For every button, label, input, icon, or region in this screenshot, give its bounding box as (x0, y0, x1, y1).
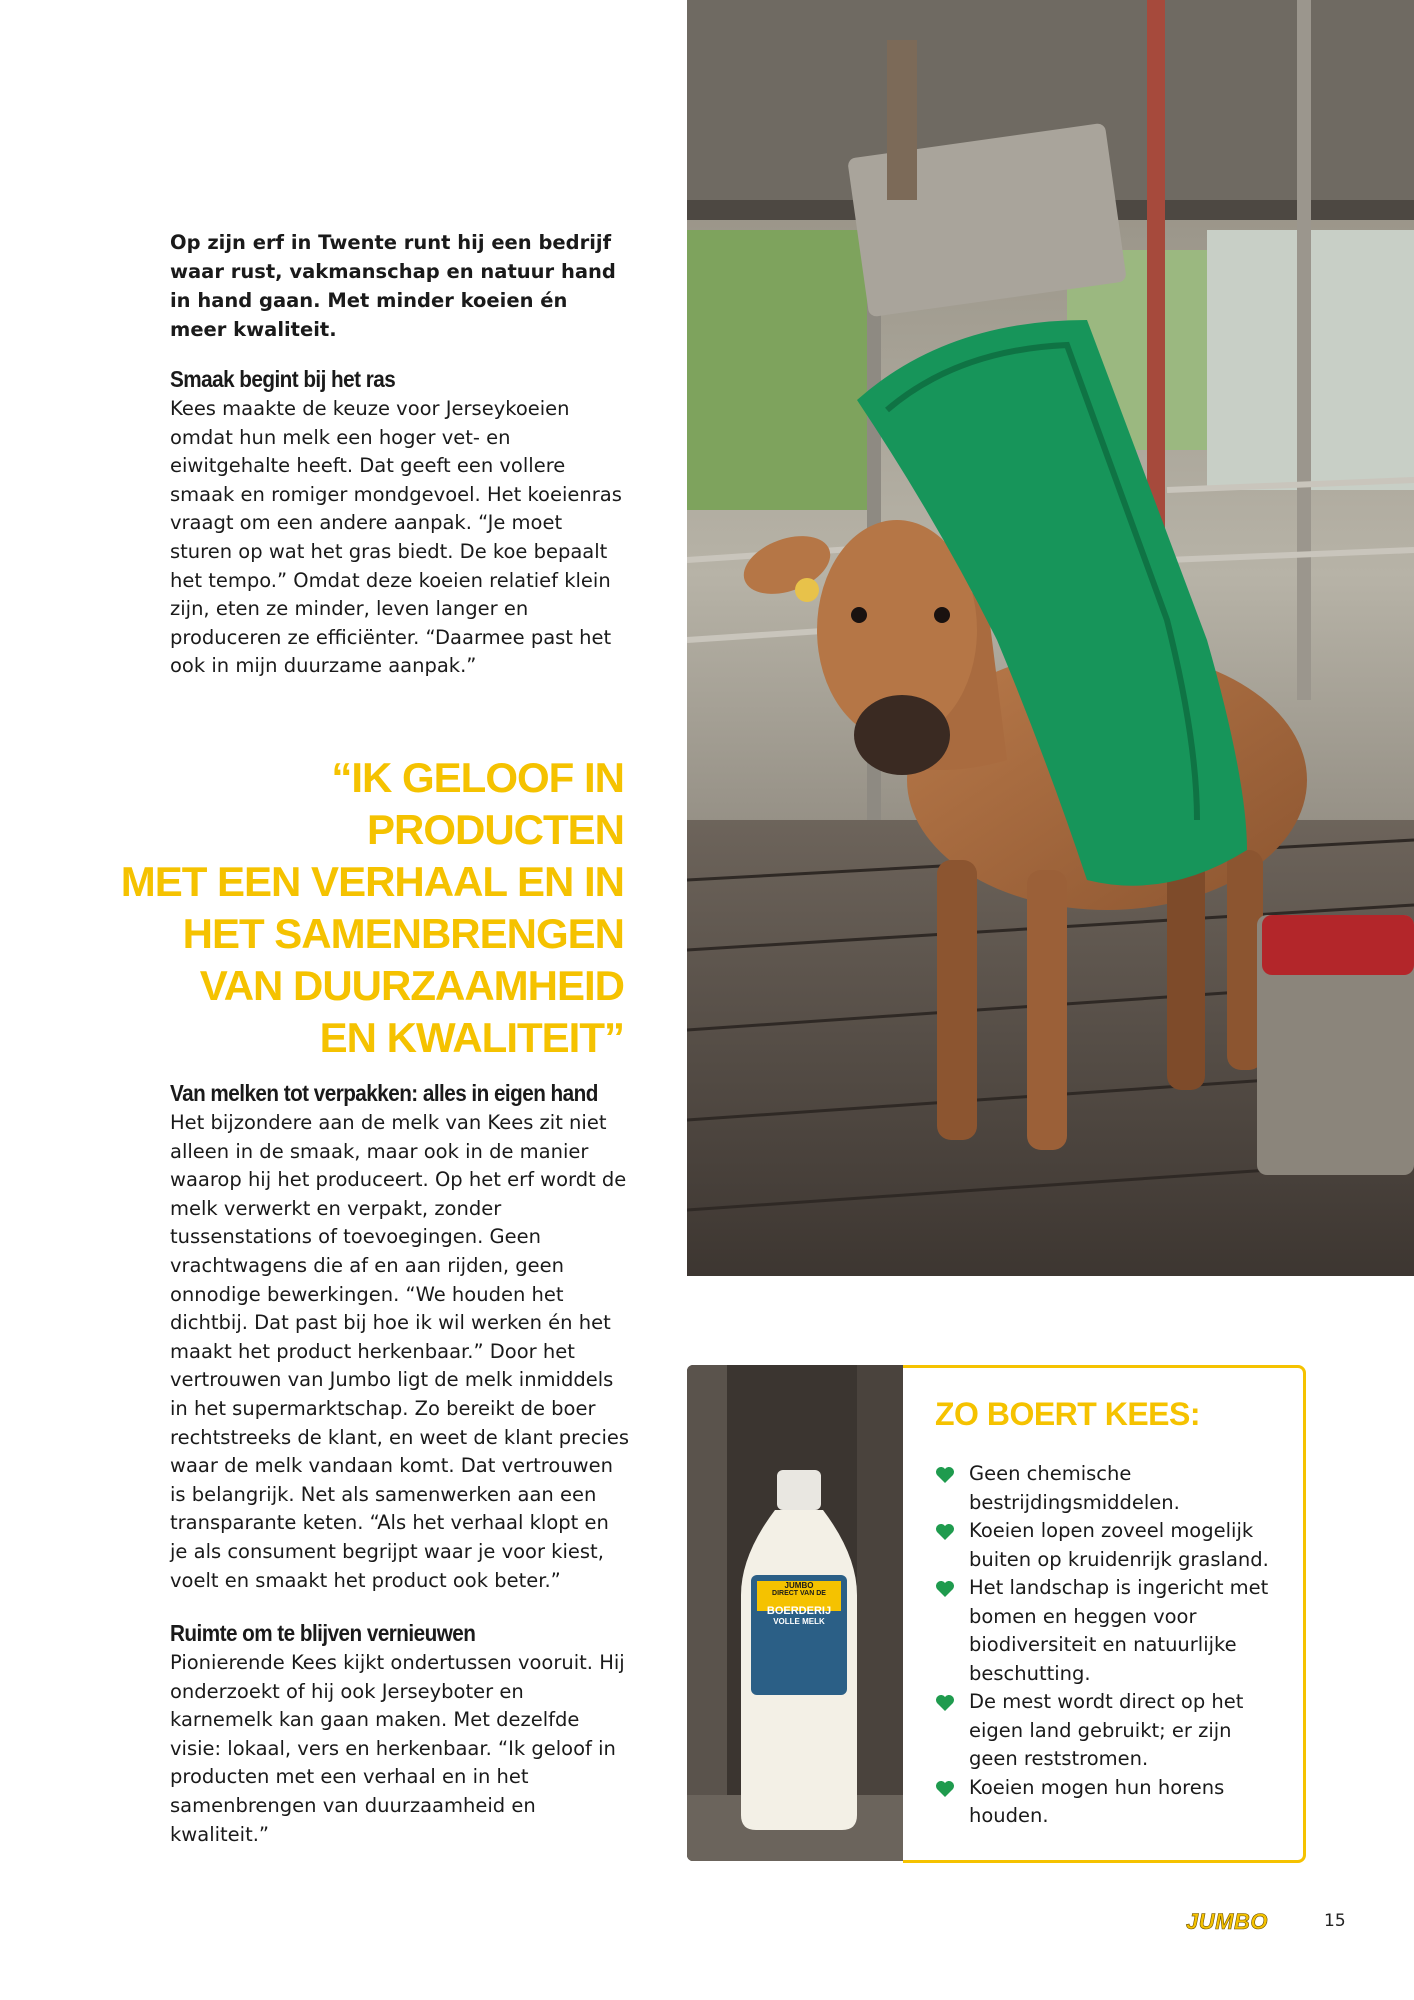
jumbo-logo: JUMBO (1186, 1909, 1268, 1934)
heart-icon (935, 1694, 955, 1712)
info-box-title: ZO BOERT KEES: (935, 1396, 1201, 1432)
intro-paragraph: Op zijn erf in Twente runt hij een bedrijf waar rust, vakmanschap en natuur hand in hand gaan. Met minder koeien én meer kwaliteit. (170, 231, 616, 341)
section-heading: Ruimte om te blijven vernieuwen (170, 1620, 476, 1646)
heart-icon (935, 1523, 955, 1541)
list-item-text: Koeien lopen zoveel mogelijk buiten op kruidenrijk grasland. (969, 1519, 1269, 1571)
section-smaak (170, 366, 630, 681)
pull-quote-line: EN KWALITEIT” (319, 1014, 624, 1061)
list-item (935, 1460, 1275, 1517)
list-item-text: Het landschap is ingericht met bomen en heggen voor biodiversiteit en natuurlijke beschutting. (969, 1576, 1269, 1685)
list-item (935, 1574, 1275, 1688)
list-item (935, 1517, 1275, 1574)
bottle-label-line: VOLLE MELK (773, 1617, 825, 1626)
heart-icon (935, 1780, 955, 1798)
bottle-label-line: BOERDERIJ (766, 1605, 832, 1617)
pull-quote-line: HET SAMENBRENGEN (182, 910, 624, 957)
section-body: Kees maakte de keuze voor Jerseykoeien omdat hun melk een hoger vet- en eiwitgehalte heeft. Dat geeft een vollere smaak en romiger mondgevoel. Het koeienras vraagt om een andere aanpak. “Je moet sturen op wat het gras biedt. De koe bepaalt het tempo.” Omdat deze koeien relatief klein zijn, eten ze minder, leven langer en produceren ze efficiënter. “Daarmee past het ook in mijn duurzame aanpak.” (170, 397, 622, 678)
pull-quote-line: VAN DUURZAAMHEID (199, 962, 624, 1009)
list-item-text: De mest wordt direct op het eigen land gebruikt; er zijn geen reststromen. (969, 1690, 1244, 1770)
cow-photo (687, 0, 1414, 1276)
list-item (935, 1688, 1275, 1774)
bottle-label-brand: JUMBO (784, 1581, 814, 1590)
section-heading: Smaak begint bij het ras (170, 366, 396, 392)
info-box (903, 1365, 1306, 1863)
section-vernieuwen (170, 1620, 630, 1849)
section-heading: Van melken tot verpakken: alles in eigen hand (170, 1080, 598, 1106)
pull-quote (104, 752, 624, 1064)
list-item (935, 1774, 1275, 1831)
heart-icon (935, 1580, 955, 1598)
section-body: Pionierende Kees kijkt ondertussen vooruit. Hij onderzoekt of hij ook Jerseyboter en karnemelk kan gaan maken. Met dezelfde visie: lokaal, vers en herkenbaar. “Ik geloof in producten met een verhaal en in het samenbrengen van duurzaamheid en kwaliteit.” (170, 1651, 625, 1846)
section-melken (170, 1080, 630, 1595)
milk-bottle-photo (687, 1365, 903, 1861)
pull-quote-line: “IK GELOOF IN PRODUCTEN (331, 754, 624, 853)
list-item-text: Koeien mogen hun horens houden. (969, 1775, 1225, 1827)
heart-icon (935, 1466, 955, 1484)
list-item-text: Geen chemische bestrijdingsmiddelen. (969, 1462, 1180, 1514)
section-body: Het bijzondere aan de melk van Kees zit niet alleen in de smaak, maar ook in de manier waarop hij het produceert. Op het erf wordt de melk verwerkt en verpakt, zonder tussenstations of toevoegingen. Geen vrachtwagens die af en aan rijden, geen onnodige bewerkingen. “We houden het dichtbij. Dat past bij hoe ik wil werken én het maakt het product herkenbaar.” Door het vertrouwen van Jumbo ligt de melk inmiddels in het supermarktschap. Zo bereikt de boer rechtstreeks de klant, en weet de klant precies waar de melk vandaan komt. Dat vertrouwen is belangrijk. Net als samenwerken aan een transparante keten. “Als het verhaal klopt en je als consument begrijpt waar je voor kiest, voelt en smaakt het product ook beter.” (170, 1111, 630, 1592)
bottle-label-line: DIRECT VAN DE (772, 1590, 826, 1597)
pull-quote-line: MET EEN VERHAAL EN IN (120, 858, 624, 905)
info-box-list (935, 1460, 1275, 1831)
page-number: 15 (1324, 1911, 1346, 1931)
